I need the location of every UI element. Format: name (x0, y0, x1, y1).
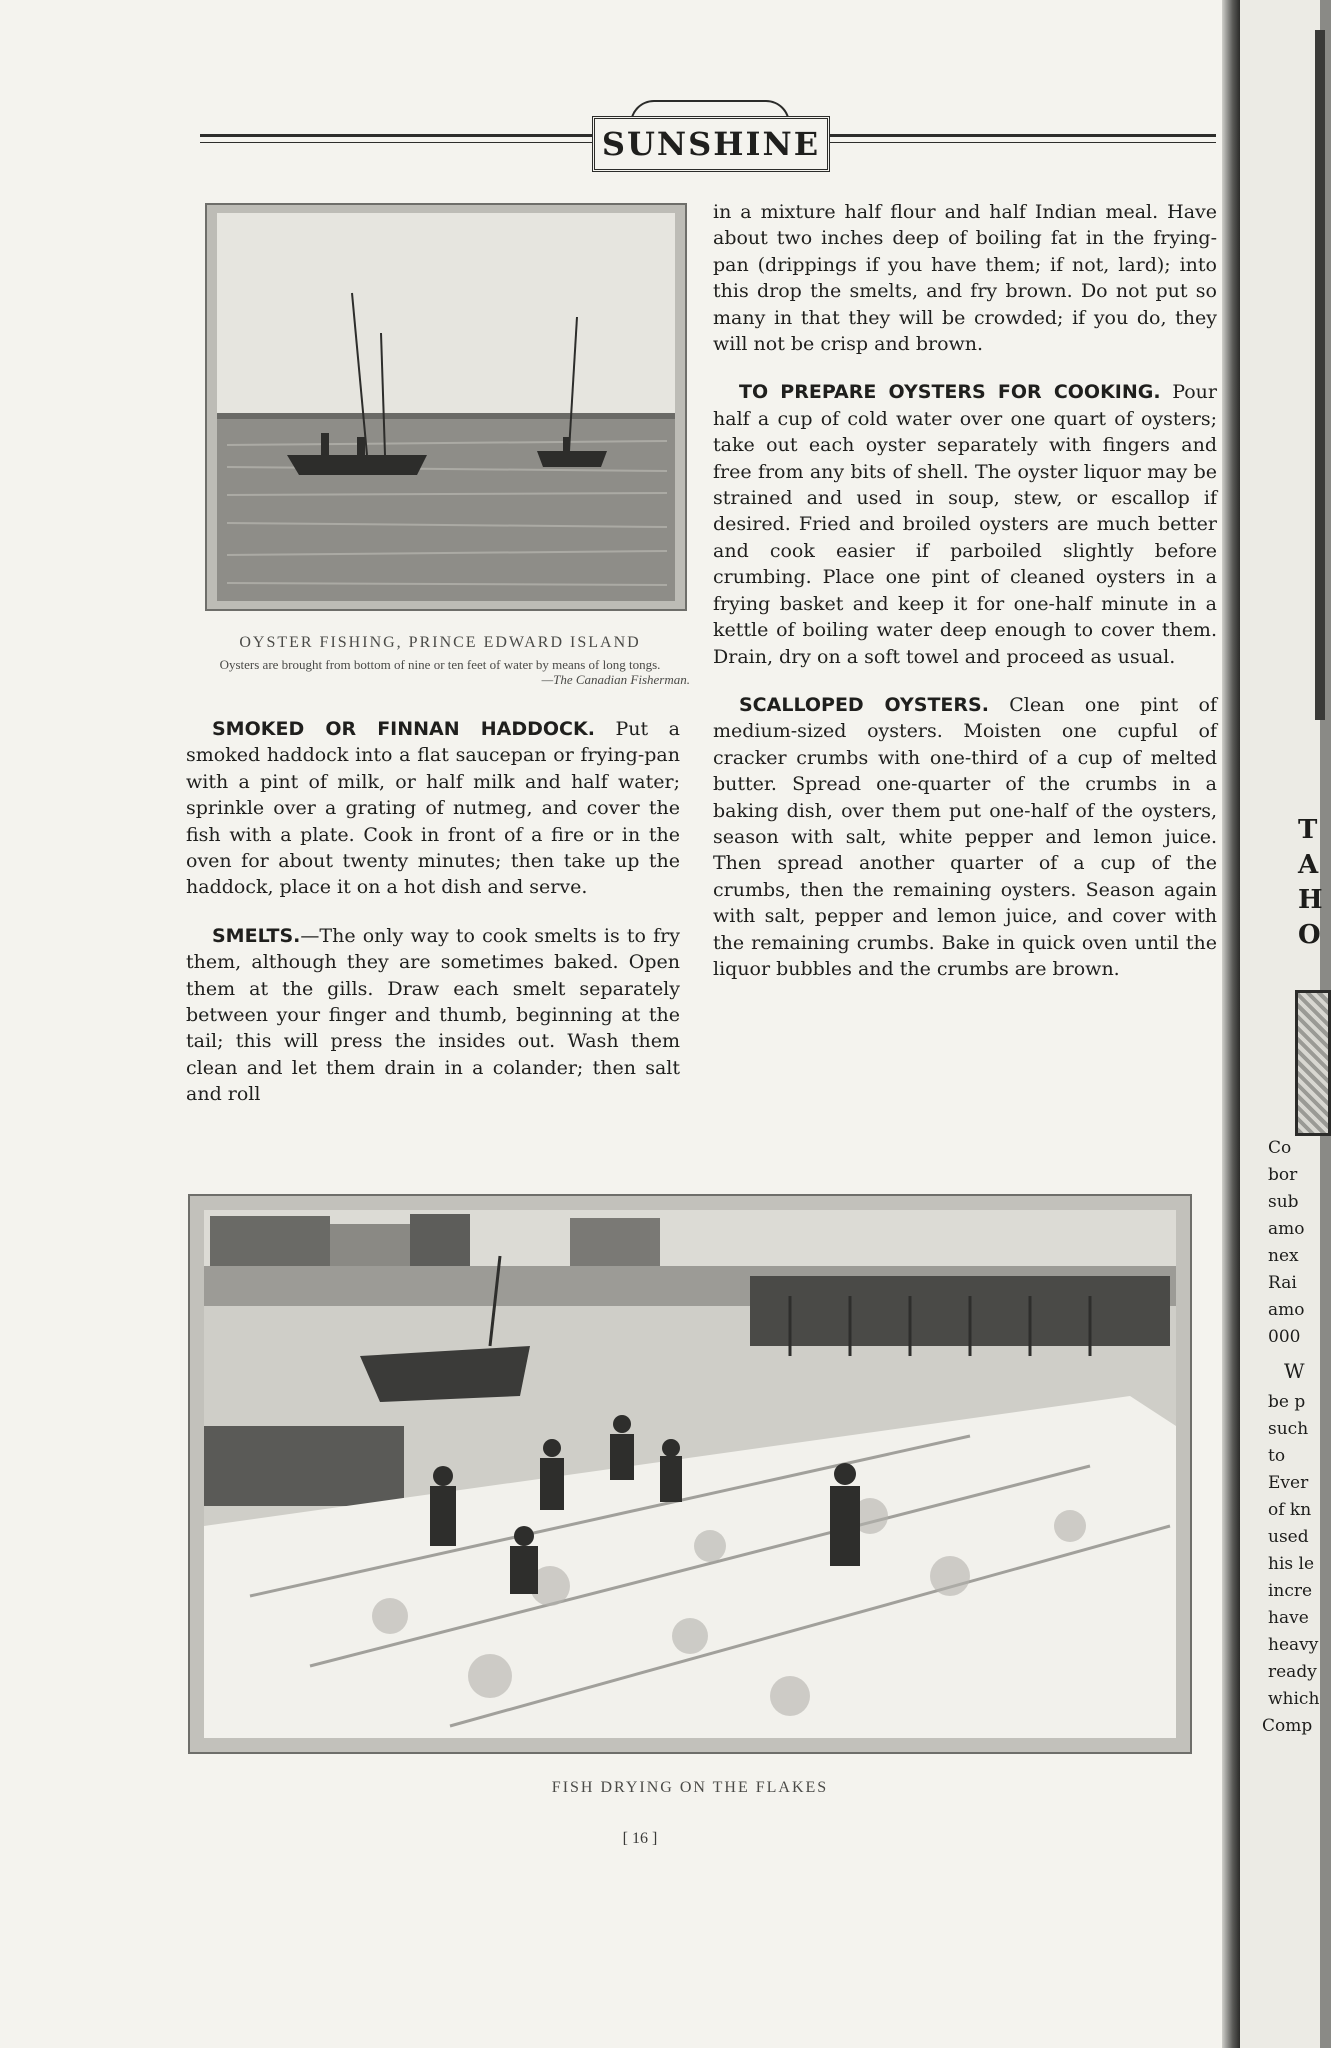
next-page-fragment: such (1268, 1419, 1309, 1439)
next-page-fragment: of kn (1268, 1500, 1312, 1520)
next-page-edge (1240, 0, 1324, 2048)
logo (592, 116, 830, 172)
next-page-fragment: Ever (1268, 1473, 1309, 1493)
smelts-continued-paragraph: in a mixture half flour and half Indian meal. Have about two inches deep of boiling fat in the frying-pan (drippings if you have them; if not, lard); into this drop the smelts, and fry brown. Do not put so many in that they will be crowded; if you do, they will not be crisp and brown. (713, 201, 1217, 356)
oysters-heading: TO PREPARE OYSTERS FOR COOKING. (739, 381, 1161, 404)
oyster-fishing-caption (180, 633, 700, 688)
next-page-fragment: heavy (1268, 1635, 1319, 1655)
next-page-fragment: Comp (1262, 1716, 1313, 1736)
oysters-text: Pour half a cup of cold water over one quart of oysters; take out each oyster separately with fingers and free from any bits of shell. The oyster liquor may be strained and used in soup, stew, or escallop if desired. Fried and broiled oysters are much better and cook easier if parboiled slightly before crumbing. Place one pint of cleaned oysters in a frying basket and keep it for one-half minute in a kettle of boiling water deep enough to cover them. Drain, dry on a soft towel and proceed as usual. (713, 381, 1217, 668)
next-page-fragment: be p (1268, 1392, 1306, 1412)
next-page-heading-letter: A (1298, 850, 1320, 880)
next-page-heading-letter: O (1298, 920, 1322, 950)
haddock-heading: SMOKED OR FINNAN HADDOCK. (212, 718, 595, 740)
next-page-fragment: ready (1268, 1662, 1317, 1682)
next-page-fragment: W (1284, 1359, 1305, 1383)
next-page-fragment: 000 (1268, 1327, 1301, 1347)
oyster-fishing-photo (205, 203, 687, 611)
oyster-fishing-caption-credit: —The Canadian Fisherman. (541, 672, 690, 687)
masthead-rule-left (200, 134, 592, 137)
masthead-rule-right-thin (824, 142, 1216, 143)
next-page-fragment: Co (1268, 1138, 1292, 1158)
haddock-paragraph (186, 716, 680, 901)
page-number: [ 16 ] (622, 1830, 658, 1847)
masthead-rule-left-thin (200, 142, 592, 143)
oyster-fishing-caption-description: Oysters are brought from bottom of nine or ten feet of water by means of long tongs. (219, 657, 661, 672)
next-page-fragment: have (1268, 1608, 1309, 1628)
next-page-fragment: amo (1268, 1219, 1305, 1239)
oysters-paragraph (713, 379, 1217, 669)
masthead (200, 100, 1216, 180)
fish-drying-photo (188, 1194, 1192, 1754)
book-gutter (1222, 0, 1240, 2048)
left-column (186, 716, 680, 1130)
next-page-fragment: incre (1268, 1581, 1313, 1601)
smelts-heading: SMELTS. (212, 924, 301, 947)
next-page-fragment: to (1268, 1446, 1286, 1466)
next-page-fragment: which (1268, 1689, 1320, 1709)
scalloped-paragraph (713, 692, 1217, 982)
masthead-rule-right (824, 134, 1216, 137)
haddock-text: Put a smoked haddock into a flat saucepan or frying-pan with a pint of milk, or half milk and half water; sprinkle over a grating of nutmeg, and cover the fish with a plate. Cook in front of a fire or in the oven for about twenty minutes; then take up the haddock, place it on a hot dish and serve. (186, 718, 680, 899)
scalloped-text: Clean one pint of medium-sized oysters. Moisten one cupful of cracker crumbs with one-third of a cup of melted butter. Spread one-quarter of the crumbs in a baking dish, over them put one-half of the oysters, season with salt, white pepper and lemon juice. Then spread another quarter of a cup of the crumbs, then the remaining oysters. Season again with salt, pepper and lemon juice, and cover with the remaining crumbs. Bake in quick oven until the liquor bubbles and the crumbs are brown. (713, 693, 1218, 980)
next-page-fragment: used (1268, 1527, 1309, 1547)
next-page-fragment: Rai (1268, 1273, 1297, 1293)
smelts-paragraph (186, 923, 680, 1108)
next-page-heading-letter: T (1298, 815, 1319, 845)
oyster-fishing-caption-title: OYSTER FISHING, PRINCE EDWARD ISLAND (239, 634, 641, 651)
next-page-fragment: sub (1268, 1192, 1299, 1212)
smelts-text: —The only way to cook smelts is to fry them, although they are sometimes baked. Open them at the gills. Draw each smelt separately between your finger and thumb, beginning at the tail; this will press the insides out. Wash them clean and let them drain in a colander; then salt and roll (186, 924, 680, 1106)
next-page-ornament (1295, 990, 1331, 1136)
next-page-fragment: bor (1268, 1165, 1298, 1185)
fish-drying-caption: FISH DRYING ON THE FLAKES (551, 1779, 829, 1796)
next-page-fragment: amo (1268, 1300, 1305, 1320)
next-page-fragment: nex (1268, 1246, 1299, 1266)
next-page-heading-letter: H (1298, 885, 1324, 915)
next-page-photo-edge (1315, 30, 1325, 720)
scalloped-heading: SCALLOPED OYSTERS. (739, 693, 989, 716)
logo-text: SUNSHINE (601, 125, 821, 163)
next-page-fragment: his le (1268, 1554, 1315, 1574)
right-column (713, 199, 1217, 1004)
